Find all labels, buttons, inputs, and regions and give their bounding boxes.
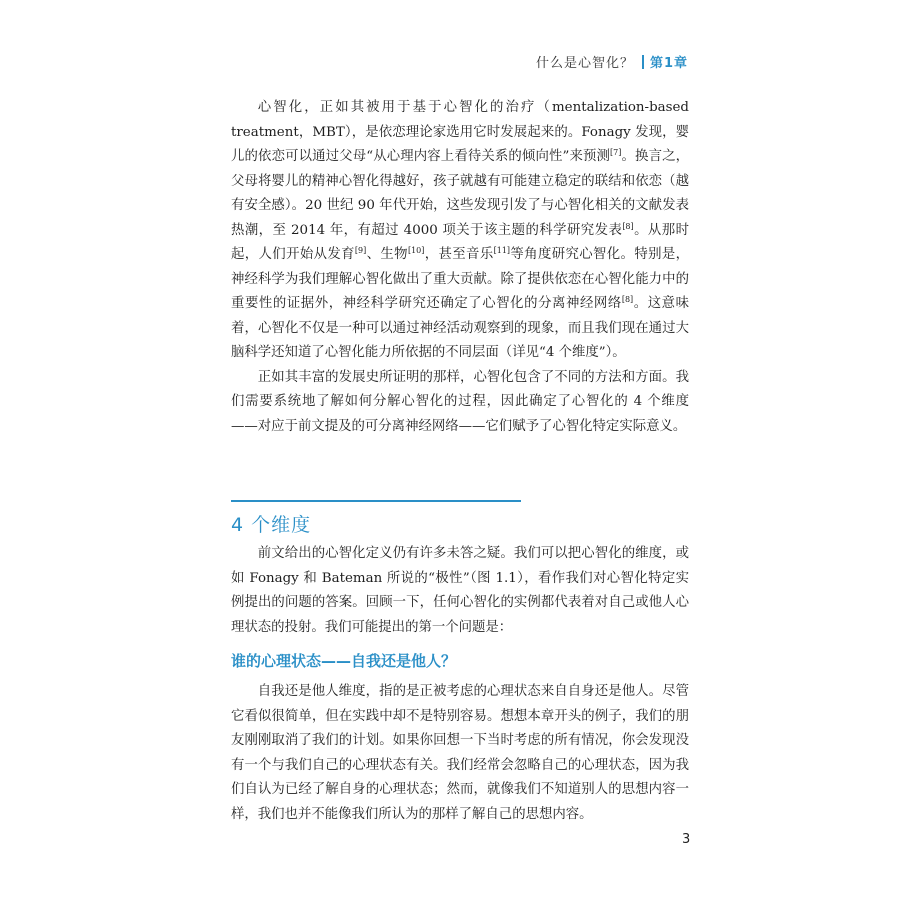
page-number: 3 — [682, 832, 691, 847]
section-heading: 4 个维度 — [231, 514, 312, 536]
paragraph-dimensions-definition: 前文给出的心智化定义仍有许多未答之疑。我们可以把心智化的维度，或如 Fonagy 和 Bateman 所说的“极性”（图 1.1），看作我们对心智化特定实例提出的问题的答案。回顾一下，任何心智化的实例都代表着对自己或他人心理状态的投射。我们可能提出的第一个问题是： — [231, 546, 689, 635]
paragraph-self-other: 自我还是他人维度，指的是正被考虑的心理状态来自自身还是他人。尽管它看似很简单，但在实践中却不是特别容易。想想本章开头的例子，我们的朋友刚刚取消了我们的计划。如果你回想一下当时考虑的所有情况，你会发现没有一个与我们自己的心理状态有关。我们经常会忽略自己的心理状态，因为我们自认为已经了解自身的心理状态；然而，就像我们不知道别人的思想内容一样，我们也并不能像我们所认为的那样了解自己的思想内容。 — [231, 684, 689, 822]
citation-7: [7] — [610, 148, 622, 157]
paragraph-mentalization-history: 心智化，正如其被用于基于心智化的治疗（mentalization-based treatment，MBT），是依恋理论家选用它时发展起来的。Fonagy 发现，婴儿的依恋可以通过父母“从心理内容上看待关系的倾向性”来预测[7]。换言之，父母将婴儿的精神心智化得越好，孩子就越有可能建立稳定的联结和依恋（越有安全感）。20 世纪 90 年代开始，这些发现引发了与心智化相关的文献发表热潮，至 2014 年，有超过 4000 项关于该主题的科学研究发表[8]。从那时起，人们开始从发育[9]、生物[10]，甚至音乐[11]等角度研究心智化。特别是，神经科学为我们理解心智化做出了重大贡献。除了提供依恋在心智化能力中的重要性的证据外，神经科学研究还确定了心智化的分离神经网络[8]。这意味着，心智化不仅是一种可以通过神经活动观察到的现象，而且我们现在通过大脑科学还知道了心智化能力所依据的不同层面（详见“4 个维度”）。 — [231, 100, 690, 360]
citation-8-second: [8] — [621, 295, 634, 304]
running-header — [536, 52, 688, 71]
chapter-label: 第1章 — [649, 56, 688, 71]
intro-text-block — [231, 96, 689, 439]
section-divider — [231, 500, 521, 502]
header-divider — [642, 55, 644, 69]
sub-heading: 谁的心理状态——自我还是他人？ — [231, 652, 457, 670]
dimensions-text-block — [231, 542, 689, 640]
citation-10: [10] — [407, 246, 425, 255]
running-title: 什么是心智化？ — [535, 56, 634, 71]
self-other-text-block — [231, 680, 689, 827]
paragraph-dimensions-intro: 正如其丰富的发展史所证明的那样，心智化包含了不同的方法和方面。我们需要系统地了解如何分解心智化的过程，因此确定了心智化的 4 个维度——对应于前文提及的可分离神经网络——它们赋予了心智化特定实际意义。 — [231, 369, 689, 434]
citation-8: [8] — [622, 221, 634, 231]
citation-9: [9] — [354, 246, 367, 255]
citation-11: [11] — [493, 246, 511, 255]
